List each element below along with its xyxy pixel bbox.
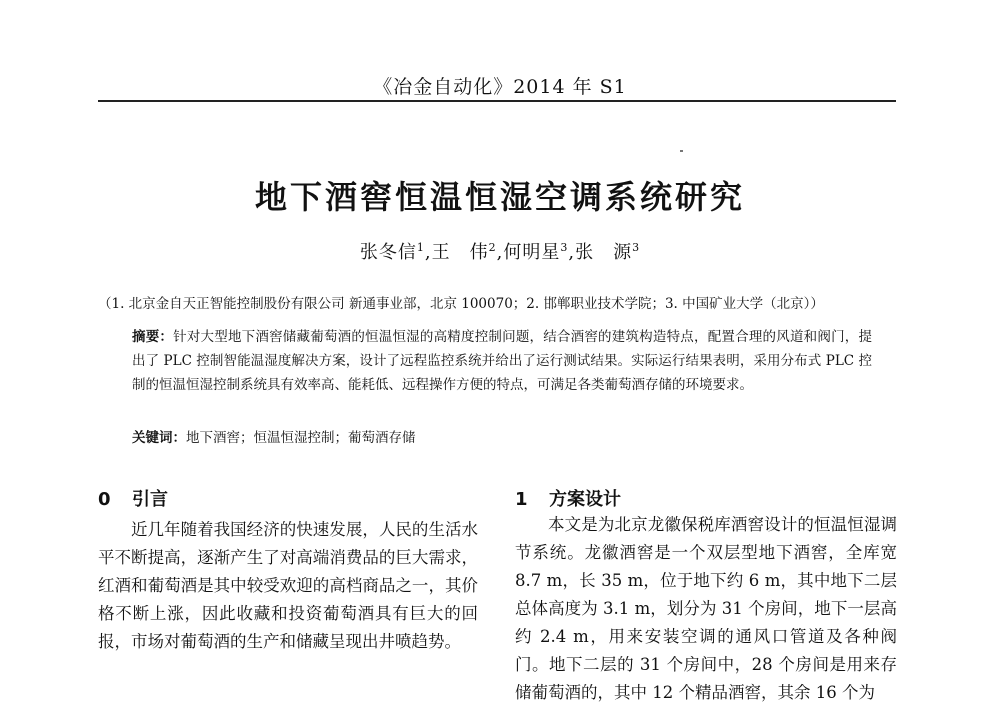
author-affil-mark: 3 <box>560 241 569 254</box>
section-heading-design <box>515 485 621 511</box>
author-separator: , <box>496 242 504 263</box>
keywords <box>132 426 872 450</box>
section-body-design: 本文是为北京龙徽保税库酒窖设计的恒温恒湿调节系统。龙徽酒窖是一个双层型地下酒窖，全库宽 8.7 m，长 35 m，位于地下约 6 m，其中地下二层总体高度为 3.1 m，划分为 31 个房间，地下一层高约 2.4 m，用来安装空调的通风口管道及各种阀门。地下二层的 31 个房间中，28 个房间是用来存储葡萄酒的，其中 12 个精品酒窖，其余 16 个为 <box>515 515 897 702</box>
section-number: 0 <box>98 489 111 510</box>
author-list <box>0 238 1000 264</box>
keywords-label: 关键词： <box>132 430 186 446</box>
author-name: 张 源 <box>575 242 633 263</box>
author-affil-mark: 1 <box>416 241 425 254</box>
affiliations: （1. 北京金自天正智能控制股份有限公司 新通事业部，北京 100070；2. 邯郸职业技术学院；3. 中国矿业大学（北京）） <box>98 296 824 312</box>
section-body-intro: 近几年随着我国经济的快速发展，人民的生活水平不断提高，逐渐产生了对高端消费品的巨大需求，红酒和葡萄酒是其中较受欢迎的高档商品之一，其价格不断上涨，因此收藏和投资葡萄酒具有巨大的回报，市场对葡萄酒的生产和储藏呈现出井喷趋势。 <box>98 520 478 651</box>
section-heading-intro <box>98 485 168 511</box>
header-rule <box>98 100 896 102</box>
author-name: 王 伟 <box>431 242 489 263</box>
author-name: 张冬信 <box>359 242 417 263</box>
abstract <box>132 325 872 397</box>
scan-speck <box>680 150 683 152</box>
author-separator: , <box>424 242 432 263</box>
author-name: 何明星 <box>503 242 561 263</box>
author-separator: , <box>568 242 576 263</box>
journal-header: 《冶金自动化》2014 年 S1 <box>373 76 627 98</box>
abstract-text: 针对大型地下酒窖储藏葡萄酒的恒温恒湿的高精度控制问题，结合酒窖的建筑构造特点，配置合理的风道和阀门，提出了 PLC 控制智能温湿度解决方案，设计了远程监控系统并给出了运行测试结果。实际运行结果表明，采用分布式 PLC 控制的恒温恒湿控制系统具有效率高、能耗低、远程操作方便的特点，可满足各类葡萄酒存储的环境要求。 <box>132 329 873 393</box>
section-title: 引言 <box>132 489 168 510</box>
section-number: 1 <box>515 489 528 510</box>
section-title: 方案设计 <box>549 489 621 510</box>
author-affil-mark: 2 <box>488 241 497 254</box>
paper-title: 地下酒窖恒温恒湿空调系统研究 <box>254 178 745 216</box>
author-affil-mark: 3 <box>632 241 641 254</box>
abstract-label: 摘要： <box>132 329 174 345</box>
keywords-text: 地下酒窖；恒温恒湿控制；葡萄酒存储 <box>186 430 416 446</box>
